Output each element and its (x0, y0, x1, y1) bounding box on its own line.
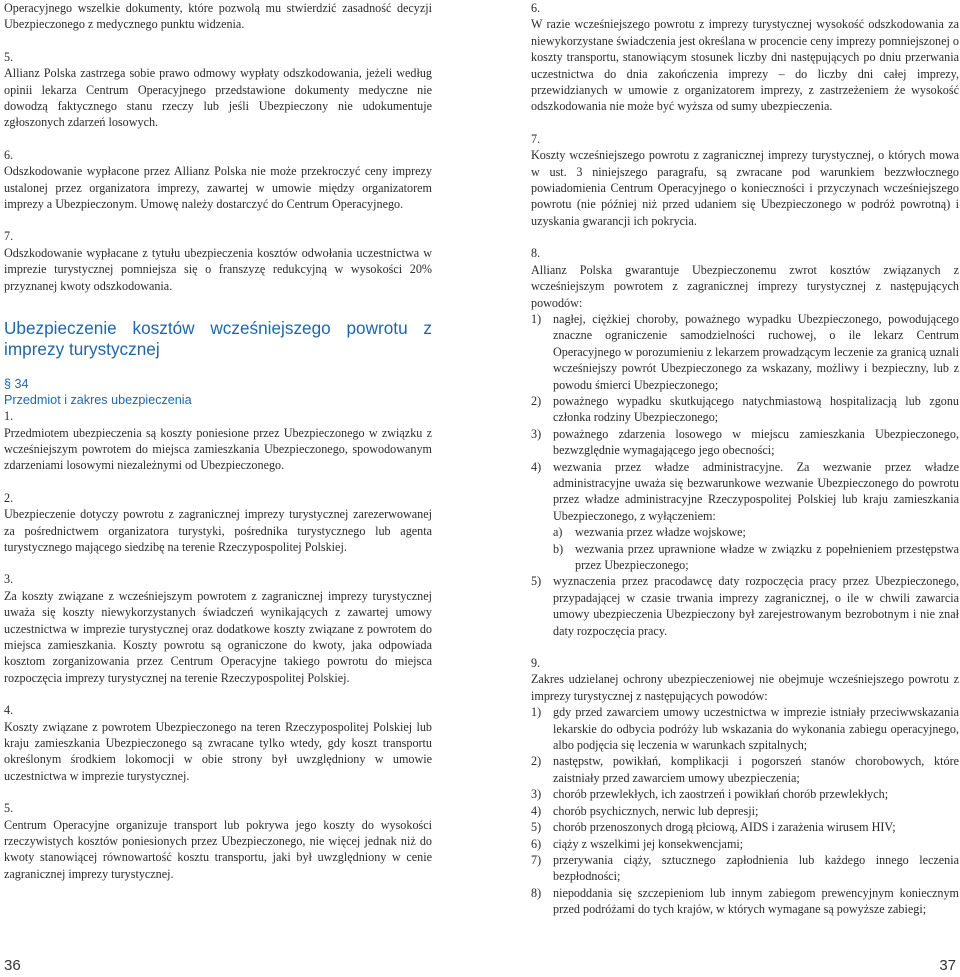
reasons-list (531, 311, 959, 639)
clause-number-9: 9. (531, 656, 541, 671)
clause-2: Ubezpieczenie dotyczy powrotu z zagranicznej imprezy turystycznej zarezerwowanej za pośrednictwem organizatora turystyki, pośrednika turystycznego lub agenta turystycznego mającego siedzibę na terenie Rzeczypospolitej Polskiej. (4, 507, 432, 554)
paragraph-7: Odszkodowanie wypłacane z tytułu ubezpieczenia kosztów odwołania uczestnictwa w imprezie turystycznej pomniejsza się o franszyzę redukcyjną w wysokości 20% przyznanej kwoty odszkodowania. (4, 245, 432, 293)
clause-number-7: 7. (531, 131, 541, 146)
clause-number-3: 3. (4, 572, 14, 587)
list-item: 3) poważnego zdarzenia losowego w miejscu zamieszkania Ubezpieczonego, bezwzględnie wymagającego jego obecności; (531, 426, 959, 458)
page-number-right: 37 (939, 957, 956, 974)
clause-1: Przedmiotem ubezpieczenia są koszty poniesione przez Ubezpieczonego w związku z wcześniejszym powrotem do miejsca zamieszkania Ubezpieczonego, spowodowanym zdarzeniami losowymi niezależnymi od Ubezpieczonego. (4, 425, 432, 473)
sublist-item: a) wezwania przez władze wojskowe; (553, 525, 746, 540)
section-number: § 34 (4, 377, 29, 392)
clause-7: Koszty wcześniejszego powrotu z zagranicznej imprezy turystycznej, o których mowa w ust. 3 niniejszego paragrafu, są zwracane pod warunkiem bezzwłocznego powiadomienia Centrum Operacyjnego o konieczności i przyczynach wcześniejszego powrotu (nie później niż przed udaniem się Ubezpieczonego w podróż powrotną) i uzyskania gwarancji ich pokrycia. (531, 148, 959, 228)
list-item: 3) chorób przewlekłych, ich zaostrzeń i powikłań chorób przewlekłych; (531, 787, 889, 802)
clause-number-5: 5. (4, 801, 14, 816)
sublist-item: b) wezwania przez uprawnione władze w związku z popełnieniem przestępstwa przez Ubezpieczonego; (553, 541, 959, 572)
clause-number-1: 1. (4, 409, 14, 424)
clause-4: Koszty związane z powrotem Ubezpieczonego na teren Rzeczypospolitej Polskiej lub kraju zamieszkania Ubezpieczonego są zwracane tylko wtedy, gdy koszt transportu określonym środkiem lokomocji w obie strony był uwzględniony w umowie uczestnictwa w imprezie turystycznej. (4, 719, 432, 783)
page-number-left: 36 (4, 957, 21, 974)
list-item: 1) gdy przed zawarciem umowy uczestnictwa w imprezie istniały przeciwwskazania lekarskie do odbycia podróży lub wskazania do wykonania zabiegu operacyjnego, albo podjęcia się leczenia w warunkach szpitalnych; (531, 705, 959, 753)
list-item: 7) przerywania ciąży, sztucznego zapłodnienia lub każdego innego leczenia bezpłodności; (531, 852, 959, 884)
paragraph-continued: Operacyjnego wszelkie dokumenty, które pozwolą mu stwierdzić zasadność decyzji Ubezpieczonego z medycznego punktu widzenia. (4, 1, 432, 32)
list-item: 4) wezwania przez władze administracyjne. Za wezwanie przez władze administracyjne uważa się bezwarunkowe wezwanie Ubezpieczonego do powrotu przez władze administracyjne Rzeczypospolitej Polskiej lub kraju zamieszkania Ubezpieczonego, z wyłączeniem: a) wezwania przez władze wojskowe; b) wezwania przez uprawnione władze w związku z popełnieniem przestępstwa przez Ubezpieczonego; (531, 459, 959, 572)
paragraph-6: Odszkodowanie wypłacone przez Allianz Polska nie może przekroczyć ceny imprezy ustalonej przez organizatora imprezy, zawartej w umowie między organizatorem imprezy a Ubezpieczonym. Umowę należy dostarczyć do Centrum Operacyjnego. (4, 164, 432, 212)
clause-number-6: 6. (531, 1, 541, 15)
clause-number-2: 2. (4, 490, 14, 505)
right-column (531, 0, 959, 918)
list-item: 2) następstw, powikłań, komplikacji i pogorszeń stanów chorobowych, które zaistniały przed zawarciem umowy ubezpieczenia; (531, 754, 959, 785)
paragraph-number-5: 5. (4, 49, 14, 64)
clause-9: Zakres udzielanej ochrony ubezpieczeniowej nie obejmuje wcześniejszego powrotu z imprezy turystycznej z następujących powodów: (531, 672, 959, 703)
paragraph-5: Allianz Polska zastrzega sobie prawo odmowy wypłaty odszkodowania, jeżeli według opinii lekarza Centrum Operacyjnego przedstawione dokumenty medyczne nie dowodzą faktycznego stanu rzeczy lub jeśli Ubezpieczony nie udokumentuje zgłoszonych zdarzeń losowych. (4, 66, 432, 130)
paragraph-number-6: 6. (4, 147, 14, 162)
list-item: 5) chorób przenoszonych drogą płciową, AIDS i zarażenia wirusem HIV; (531, 820, 896, 835)
left-column (4, 0, 432, 882)
clause-6: W razie wcześniejszego powrotu z imprezy turystycznej wysokość odszkodowania za niewykorzystane świadczenia jest określana w procencie ceny imprezy pomniejszonej o koszty transportu, stanowiącym stosunek liczby dni następujących po dniu przerwania uczestnictwa do dnia zakończenia imprezy – do liczby dni całej imprezy, przewidzianych w umowie z organizatorem imprezy, z zastrzeżeniem że wysokość odszkodowania nie może być wyższa od sumy ubezpieczenia. (531, 17, 959, 114)
section-title: Przedmiot i zakres ubezpieczenia (4, 393, 192, 408)
list-item: 1) nagłej, ciężkiej choroby, poważnego wypadku Ubezpieczonego, powodującego znaczne ograniczenie samodzielności ruchowej, o ile lekarz Centrum Operacyjnego w porozumieniu z lekarzem prowadzącym leczenie za granicą uznali wcześniejszy powrót Ubezpieczonego za wskazany, możliwy i bezpieczny, lub z powodu śmierci Ubezpieczonego; (531, 311, 959, 392)
paragraph-number-7: 7. (4, 229, 14, 244)
list-item: 6) ciąży z wszelkimi jej konsekwencjami; (531, 836, 744, 851)
list-item: 8) niepoddania się szczepieniom lub innym zabiegom prewencyjnym koniecznym przed podróżami do tych krajów, w których wymagane są powyższe zabiegi; (531, 885, 959, 917)
list-item: 4) chorób psychicznych, nerwic lub depresji; (531, 803, 759, 818)
exclusions-list (531, 704, 959, 917)
clause-number-8: 8. (531, 246, 541, 261)
clause-5: Centrum Operacyjne organizuje transport lub pokrywa jego koszty do wysokości rzeczywistych kosztów poniesionych przez Ubezpieczonego, nie więcej jednak niż do kwoty stanowiącej równowartość kosztu transportu, jaki był uwzględniony w cenie zagranicznej imprezy turystycznej. (4, 817, 432, 881)
clause-number-4: 4. (4, 703, 14, 718)
clause-3: Za koszty związane z wcześniejszym powrotem z zagranicznej imprezy turystycznej uważa się koszty niewykorzystanych świadczeń wynikających z zawartej umowy uczestnictwa w imprezie turystycznej oraz dodatkowe koszty związane z powrotem do miejsca zamieszkania. Koszty powrotu są ograniczone do kwoty, jaka odpowiada kosztom zorganizowania przez Centrum Operacyjne takiego powrotu do miejsca rozpoczęcia imprezy turystycznej na terenie Rzeczypospolitej Polskiej. (4, 588, 432, 685)
clause-8: Allianz Polska gwarantuje Ubezpieczonemu zwrot kosztów związanych z wcześniejszym powrotem z zagranicznej imprezy turystycznej z następujących powodów: (531, 262, 959, 310)
exclusion-sublist (553, 524, 959, 573)
list-item: 5) wyznaczenia przez pracodawcę daty rozpoczęcia pracy przez Ubezpieczonego, przypadającej w czasie trwania imprezy zagranicznej, o ile w chwili zawarcia umowy ubezpieczenia Ubezpieczony był zarejestrowanym bezrobotnym i nie znał daty rozpoczęcia pracy. (531, 574, 959, 638)
list-item: 2) poważnego wypadku skutkującego natychmiastową hospitalizacją lub zgonu członka rodziny Ubezpieczonego; (531, 393, 959, 425)
section-heading: Ubezpieczenie kosztów wcześniejszego powrotu z imprezy turystycznej (4, 318, 432, 360)
